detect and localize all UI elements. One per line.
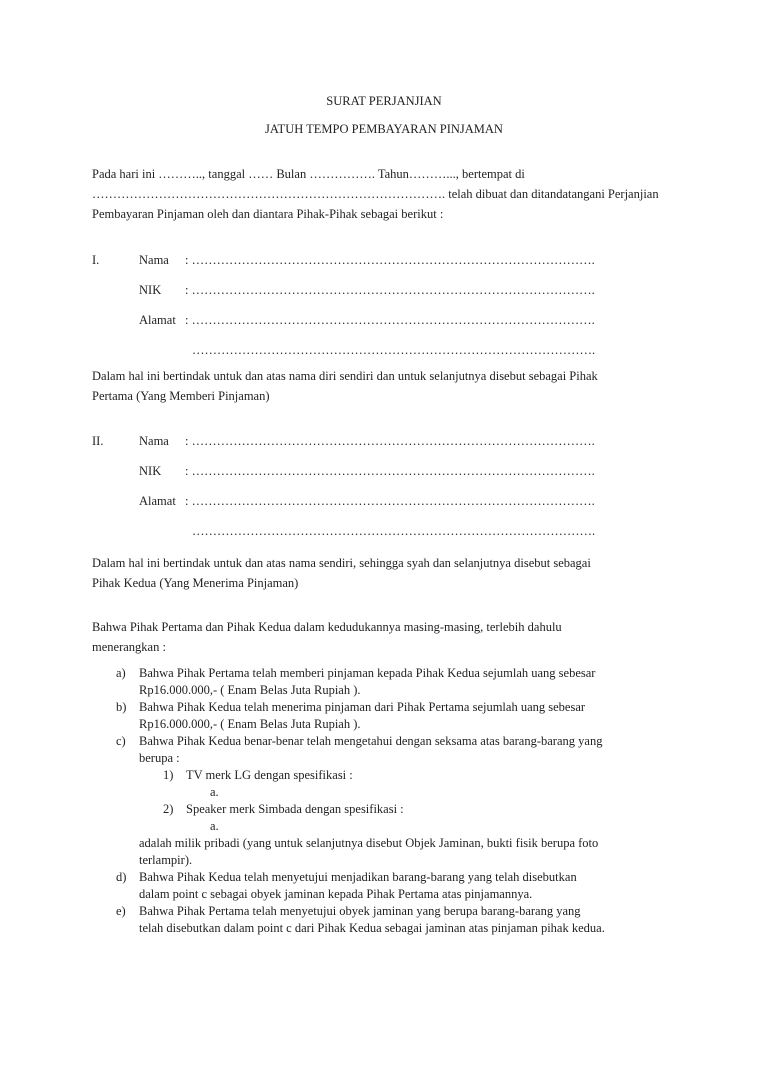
opening-line: Pembayaran Pinjaman oleh dan diantara Pihak-Pihak sebagai berikut : [92,207,444,221]
party1-description [92,366,682,406]
subpoint-2-text: Speaker merk Simbada dengan spesifikasi : [186,802,404,816]
intro-paragraph [92,617,682,657]
subpoint-2a-label: a. [210,819,219,833]
opening-line: Pada hari ini ……….., tanggal …… Bulan ……………. Tahun………..., bertempat di [92,167,525,181]
point-c-text: Bahwa Pihak Kedua benar-benar telah mengetahui dengan seksama atas barang-barang yang [139,734,603,748]
point-b-label: b) [116,700,127,714]
point-b-text-cont: Rp16.000.000,- ( Enam Belas Juta Rupiah ). [139,717,361,731]
party2-address-continuation: ……………………………………………………………………………………. [192,524,596,538]
party1-address-continuation: ……………………………………………………………………………………. [192,343,596,357]
intro-line: menerangkan : [92,640,166,654]
point-e-text: Bahwa Pihak Pertama telah menyetujui obyek jaminan yang berupa barang-barang yang [139,904,581,918]
point-c-text-cont: berupa : [139,751,180,765]
party2-name-label: Nama [139,434,169,448]
subpoint-1-text: TV merk LG dengan spesifikasi : [186,768,353,782]
subpoint-2-label: 2) [163,802,174,816]
party2-nik-field: : ……………………………………………………………………………………. [185,464,595,478]
point-a-text: Bahwa Pihak Pertama telah memberi pinjaman kepada Pihak Kedua sejumlah uang sebesar [139,666,596,680]
opening-paragraph [92,164,682,224]
document-subtitle: JATUH TEMPO PEMBAYARAN PINJAMAN [265,122,503,136]
party2-nik-label: NIK [139,464,162,478]
point-d-text-cont: dalam point c sebagai obyek jaminan kepada Pihak Pertama atas pinjamannya. [139,887,533,901]
party1-nik-field: : ……………………………………………………………………………………. [185,283,595,297]
party1-address-label: Alamat [139,313,176,327]
party2-description-line: Pihak Kedua (Yang Menerima Pinjaman) [92,576,299,590]
party2-name-field: : ……………………………………………………………………………………. [185,434,595,448]
party2-address-label: Alamat [139,494,176,508]
party2-description [92,553,682,593]
point-d-text: Bahwa Pihak Kedua telah menyetujui menjadikan barang-barang yang telah disebutkan [139,870,577,884]
point-a-text-cont: Rp16.000.000,- ( Enam Belas Juta Rupiah ). [139,683,361,697]
party1-name-label: Nama [139,253,169,267]
party1-number: I. [92,253,100,267]
party1-description-line: Pertama (Yang Memberi Pinjaman) [92,389,270,403]
party1-nik-label: NIK [139,283,162,297]
party2-address-field: : ……………………………………………………………………………………. [185,494,595,508]
party2-description-line: Dalam hal ini bertindak untuk dan atas nama sendiri, sehingga syah dan selanjutnya disebut sebagai [92,556,591,570]
document-title: SURAT PERJANJIAN [326,94,442,108]
opening-line: …………………………………………………………………………. telah dibuat dan ditandatangani Perjanjian [92,187,659,201]
subpoint-1-label: 1) [163,768,174,782]
point-c-after-text-cont: terlampir). [139,853,193,867]
party1-description-line: Dalam hal ini bertindak untuk dan atas nama diri sendiri dan untuk selanjutnya disebut sebagai Pihak [92,369,598,383]
point-d-label: d) [116,870,127,884]
point-a-label: a) [116,666,126,680]
point-c-after-text: adalah milik pribadi (yang untuk selanjutnya disebut Objek Jaminan, bukti fisik berupa foto [139,836,599,850]
point-e-label: e) [116,904,126,918]
party1-name-field: : ……………………………………………………………………………………. [185,253,595,267]
intro-line: Bahwa Pihak Pertama dan Pihak Kedua dalam kedudukannya masing-masing, terlebih dahulu [92,620,562,634]
party2-number: II. [92,434,104,448]
point-e-text-cont: telah disebutkan dalam point c dari Pihak Kedua sebagai jaminan atas pinjaman pihak kedua. [139,921,605,935]
point-c-label: c) [116,734,126,748]
party1-address-field: : ……………………………………………………………………………………. [185,313,595,327]
point-b-text: Bahwa Pihak Kedua telah menerima pinjaman dari Pihak Pertama sejumlah uang sebesar [139,700,586,714]
subpoint-1a-label: a. [210,785,219,799]
